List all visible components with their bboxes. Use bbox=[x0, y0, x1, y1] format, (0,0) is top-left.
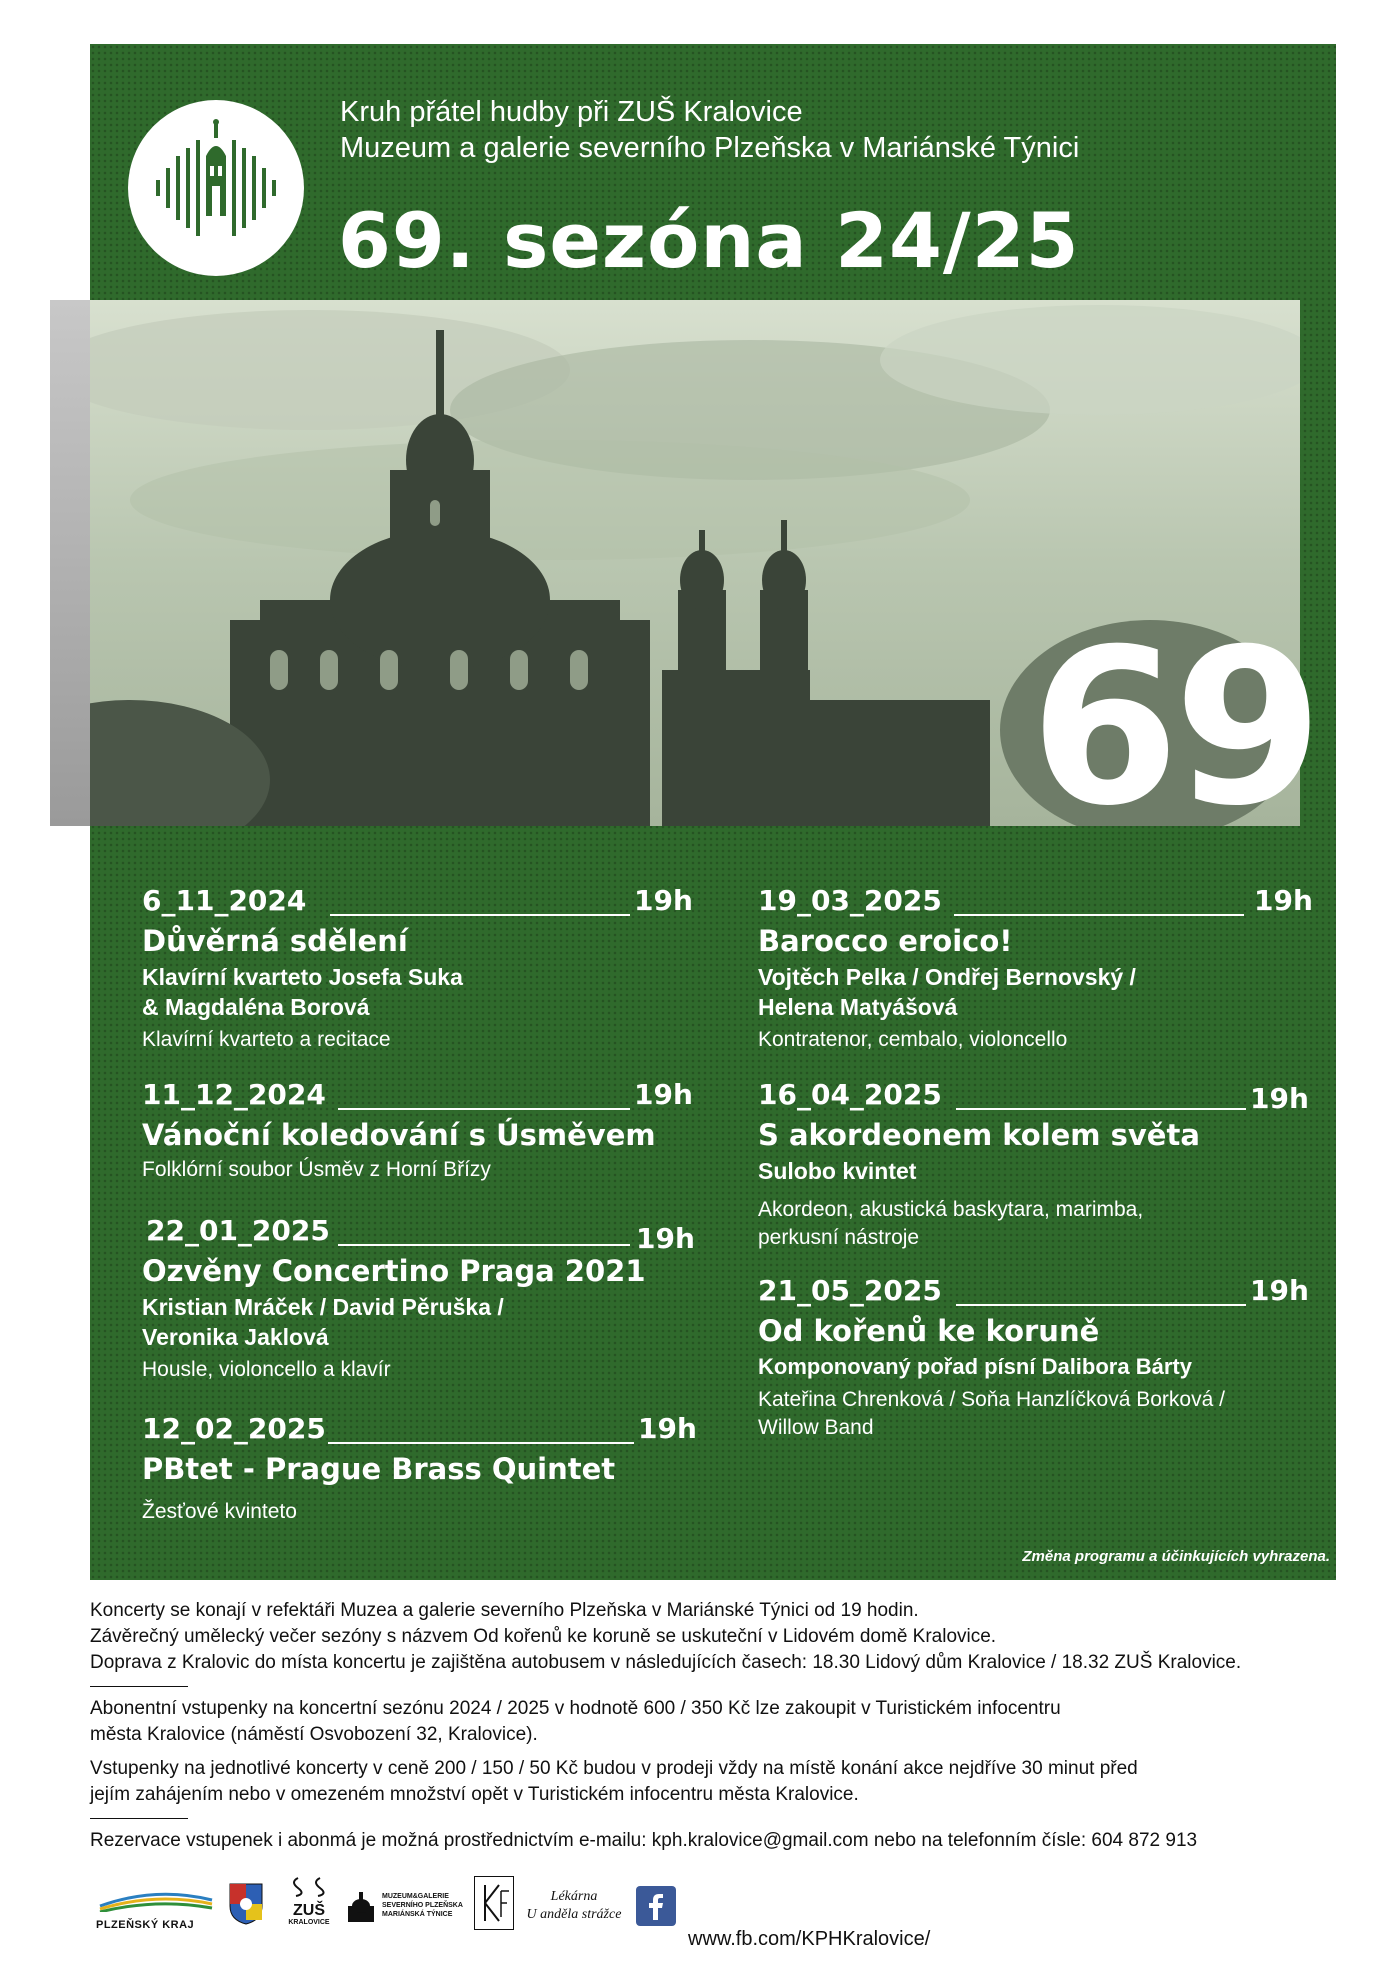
info-paragraph-reservation bbox=[90, 1828, 1336, 1854]
zus-text: ZUŠ bbox=[293, 1902, 325, 1919]
event-date: 11_12_2024 bbox=[142, 1078, 326, 1111]
event-time: 19h bbox=[638, 1412, 697, 1445]
event-item bbox=[758, 1078, 1318, 1252]
date-line bbox=[328, 1442, 634, 1444]
big-season-number: 69 bbox=[1030, 602, 1318, 853]
separator bbox=[90, 1818, 188, 1819]
facebook-icon[interactable] bbox=[636, 1886, 676, 1926]
lekarna-logo bbox=[524, 1888, 624, 1928]
info-line: Vstupenky na jednotlivé koncerty v ceně 200 / 150 / 50 Kč budou v prodeji vždy na místě konání akce nejdříve 30 minut před bbox=[90, 1758, 1138, 1779]
info-line: Závěrečný umělecký večer sezóny s názvem Od kořenů ke koruně se uskuteční v Lidovém domě Kralovice. bbox=[90, 1626, 997, 1647]
date-line bbox=[954, 914, 1244, 916]
event-title: Barocco eroico! bbox=[758, 924, 1013, 958]
event-date: 6_11_2024 bbox=[142, 884, 307, 917]
event-time: 19h bbox=[634, 1078, 693, 1111]
date-line bbox=[330, 914, 630, 916]
organizer-line-1: Kruh přátel hudby při ZUŠ Kralovice bbox=[340, 96, 803, 128]
performer-line: & Magdaléna Borová bbox=[142, 994, 370, 1020]
date-line bbox=[956, 1304, 1246, 1306]
performer-line: Veronika Jaklová bbox=[142, 1324, 329, 1350]
organizer-line-2: Muzeum a galerie severního Plzeňska v Mariánské Týnici bbox=[340, 132, 1080, 164]
organ-church-icon bbox=[128, 100, 304, 276]
event-item bbox=[142, 884, 702, 1054]
season-title: 69. sezóna 24/25 bbox=[338, 196, 1080, 285]
event-title: S akordeonem kolem světa bbox=[758, 1118, 1200, 1152]
description-line: Willow Band bbox=[758, 1416, 874, 1439]
performer-line: Klavírní kvarteto Josefa Suka bbox=[142, 964, 463, 990]
event-description: Klavírní kvarteto a recitace bbox=[142, 1028, 391, 1051]
muzeum-text-1: MUZEUM&GALERIE bbox=[382, 1893, 449, 1900]
event-description bbox=[758, 1386, 1318, 1442]
event-time: 19h bbox=[1250, 1274, 1309, 1307]
event-performers bbox=[758, 1352, 1318, 1382]
event-item bbox=[758, 884, 1318, 1054]
description-line: Kateřina Chrenková / Soňa Hanzlíčková Borková / bbox=[758, 1388, 1225, 1411]
lekarna-text-2: U anděla strážce bbox=[526, 1907, 622, 1922]
info-line: Rezervace vstupenek i abonmá je možná prostřednictvím e-mailu: kph.kralovice@gmail.com nebo na telefonním čísle: 604 872 913 bbox=[90, 1830, 1198, 1851]
muzeum-text-3: MARIÁNSKÁ TÝNICE bbox=[382, 1911, 453, 1918]
event-date: 12_02_2025 bbox=[142, 1412, 326, 1445]
muzeum-text-2: SEVERNÍHO PLZEŇSKA bbox=[382, 1902, 463, 1909]
info-line: Koncerty se konají v refektáři Muzea a galerie severního Plzeňska v Mariánské Týnici od 19 hodin. bbox=[90, 1600, 919, 1621]
date-line bbox=[956, 1108, 1246, 1110]
event-performers bbox=[142, 1292, 702, 1352]
event-title: Vánoční koledování s Úsměvem bbox=[142, 1118, 656, 1152]
event-description: Kontratenor, cembalo, violoncello bbox=[758, 1028, 1068, 1051]
photo-edge bbox=[50, 300, 90, 826]
lekarna-text-1: Lékárna bbox=[550, 1889, 598, 1904]
info-line: města Kralovice (náměstí Osvobození 32, Kralovice). bbox=[90, 1724, 538, 1745]
event-item bbox=[142, 1078, 702, 1184]
performer-line: Helena Matyášová bbox=[758, 994, 958, 1020]
kf-monogram-icon bbox=[475, 1877, 513, 1929]
info-line: Doprava z Kralovic do místa koncertu je zajištěna autobusem v následujících časech: 18.30 Lidový dům Kralovice / 18.32 ZUŠ Kralovice. bbox=[90, 1652, 1242, 1673]
info-line: jejím zahájením nebo v omezeném množství opět v Turistickém infocentru města Kralovice. bbox=[90, 1784, 859, 1805]
date-line bbox=[338, 1244, 630, 1246]
performer-line: Vojtěch Pelka / Ondřej Bernovský / bbox=[758, 964, 1136, 990]
program-disclaimer: Změna programu a účinkujících vyhrazena. bbox=[1022, 1548, 1330, 1565]
info-paragraph-venue bbox=[90, 1598, 1336, 1676]
event-item bbox=[758, 1274, 1318, 1442]
church-icon bbox=[344, 1888, 378, 1924]
event-title: Důvěrná sdělení bbox=[142, 924, 408, 958]
event-description bbox=[758, 1196, 1318, 1252]
plzensky-kraj-logo bbox=[96, 1886, 216, 1930]
clef-icon bbox=[284, 1876, 334, 1898]
event-item bbox=[142, 1214, 702, 1384]
muzeum-logo bbox=[344, 1888, 464, 1928]
event-title: PBtet - Prague Brass Quintet bbox=[142, 1452, 616, 1486]
event-date: 16_04_2025 bbox=[758, 1078, 942, 1111]
event-item bbox=[142, 1412, 702, 1526]
description-line: Akordeon, akustická baskytara, marimba, bbox=[758, 1198, 1144, 1221]
event-title: Od kořenů ke koruně bbox=[758, 1314, 1100, 1348]
performer-line: Komponovaný pořad písní Dalibora Bárty bbox=[758, 1354, 1192, 1379]
event-performers bbox=[142, 962, 702, 1022]
description-line: perkusní nástroje bbox=[758, 1226, 920, 1249]
event-performers bbox=[758, 1156, 1318, 1186]
kraj-swoosh-icon bbox=[96, 1886, 216, 1912]
event-title: Ozvěny Concertino Praga 2021 bbox=[142, 1254, 646, 1288]
sponsor-logo-kf bbox=[474, 1876, 514, 1930]
separator bbox=[90, 1686, 188, 1687]
event-performers bbox=[758, 962, 1318, 1022]
event-date: 21_05_2025 bbox=[758, 1274, 942, 1307]
performer-line: Kristian Mráček / David Pěruška / bbox=[142, 1294, 504, 1320]
coat-of-arms-icon bbox=[228, 1882, 264, 1926]
kph-logo bbox=[128, 100, 304, 276]
event-description: Folklórní soubor Úsměv z Horní Břízy bbox=[142, 1158, 491, 1181]
plzensky-kraj-text: PLZEŇSKÝ KRAJ bbox=[96, 1919, 195, 1931]
kralovice-coat-of-arms bbox=[228, 1882, 264, 1926]
info-line: Abonentní vstupenky na koncertní sezónu 2024 / 2025 v hodnotě 600 / 350 Kč lze zakoupit v Turistickém infocentru bbox=[90, 1698, 1061, 1719]
event-time: 19h bbox=[636, 1222, 695, 1255]
event-time: 19h bbox=[1254, 884, 1313, 917]
performer-line: Sulobo kvintet bbox=[758, 1158, 917, 1184]
event-date: 22_01_2025 bbox=[146, 1214, 330, 1247]
event-date: 19_03_2025 bbox=[758, 884, 942, 917]
date-line bbox=[338, 1108, 630, 1110]
info-paragraph-tickets bbox=[90, 1756, 1336, 1808]
facebook-link[interactable]: www.fb.com/KPHKralovice/ bbox=[688, 1928, 931, 1950]
event-description: Žesťové kvinteto bbox=[142, 1500, 297, 1523]
event-description: Housle, violoncello a klavír bbox=[142, 1358, 391, 1381]
event-time: 19h bbox=[634, 884, 693, 917]
info-paragraph-subscription bbox=[90, 1696, 1336, 1748]
zus-kralovice-logo bbox=[284, 1876, 334, 1932]
event-time: 19h bbox=[1250, 1082, 1309, 1115]
kralovice-text: KRALOVICE bbox=[288, 1919, 330, 1926]
